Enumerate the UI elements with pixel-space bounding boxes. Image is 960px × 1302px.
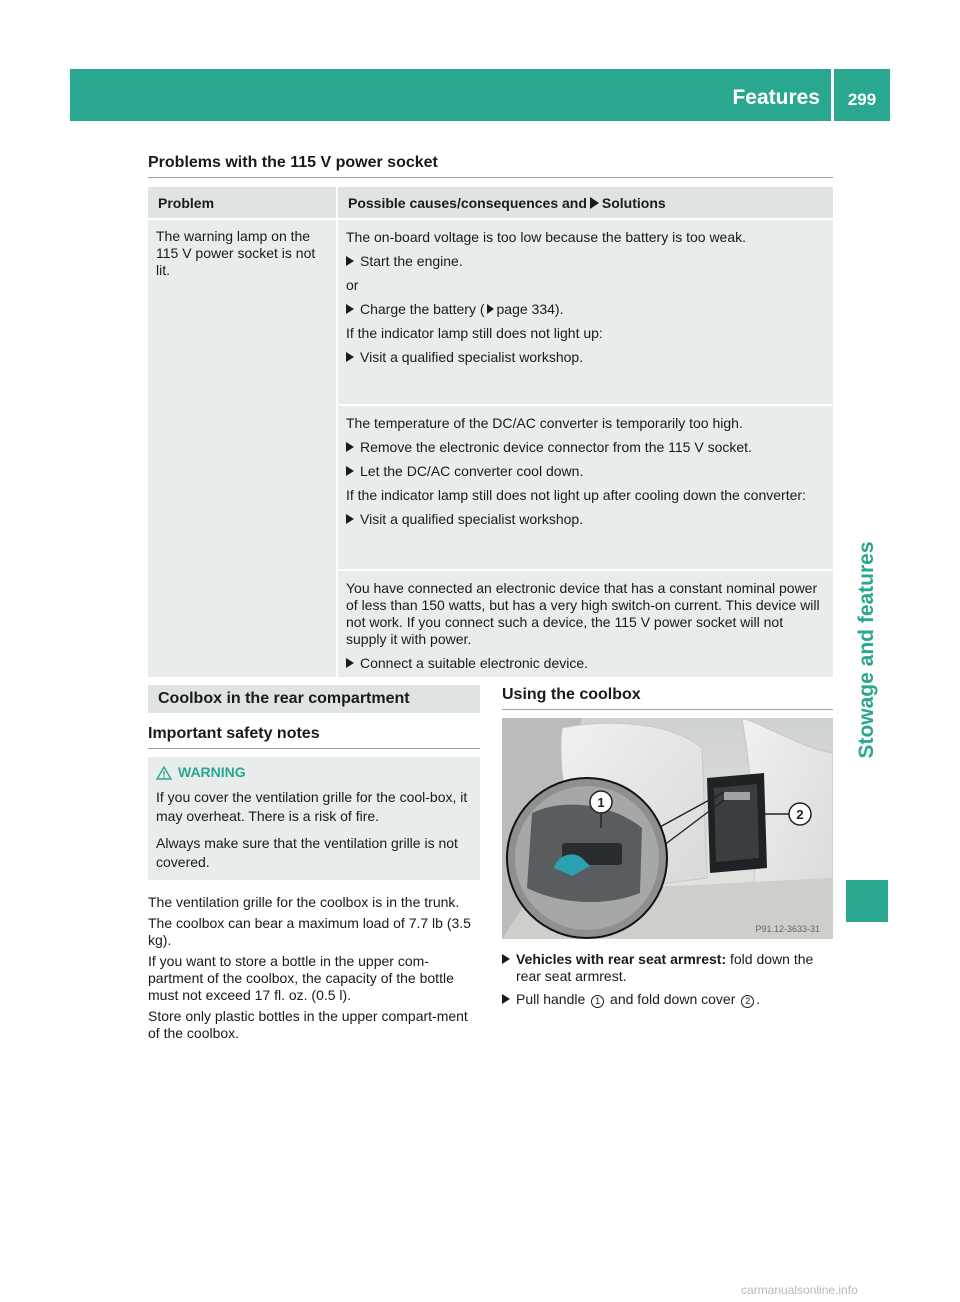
- action-arrow-icon: [346, 304, 354, 314]
- action-arrow-icon: [346, 256, 354, 266]
- paragraph: If you want to store a bottle in the upper com-partment of the coolbox, the capacity of the bottle must not exceed 17 fl. oz. (0.5 l).: [148, 953, 454, 1003]
- using-steps: [502, 951, 834, 1014]
- step: Connect a suitable electronic device.: [346, 655, 827, 672]
- action-arrow-icon: [346, 352, 354, 362]
- step: Start the engine.: [346, 253, 827, 270]
- action-arrow-icon: [502, 994, 510, 1004]
- header-solutions: Possible causes/consequences and Solutions: [338, 187, 833, 218]
- coolbox-illustration: [502, 718, 833, 939]
- cause-block-1: The on-board voltage is too low because the battery is too weak. Start the engine. or Charge the battery ( page 334). If the indicator lamp still does not light up: Visit a qualified specialist workshop.: [338, 220, 833, 404]
- using-title: Using the coolbox: [502, 686, 641, 703]
- header-bar: [70, 69, 890, 121]
- action-arrow-icon: [346, 658, 354, 668]
- warning-text: If you cover the ventilation grille for the cool-box, it may overheat. There is a risk of fire.: [156, 789, 468, 824]
- paragraph: The coolbox can bear a maximum load of 7.7 lb (3.5 kg).: [148, 915, 471, 948]
- warning-heading: WARNING: [156, 763, 472, 782]
- warning-triangle-icon: [156, 766, 172, 780]
- page-ref-icon: [487, 304, 494, 314]
- side-tab: [846, 430, 888, 870]
- problem-cell: The warning lamp on the 115 V power socket is not lit.: [148, 220, 336, 677]
- warning-text: Always make sure that the ventilation grille is not covered.: [156, 835, 458, 870]
- header-problem: Problem: [148, 187, 336, 218]
- coolbox-banner: Coolbox in the rear compartment: [148, 685, 480, 713]
- callout-2: 2: [796, 807, 804, 822]
- step: Pull handle 1 and fold down cover 2 .: [502, 991, 834, 1008]
- step: Let the DC/AC converter cool down.: [346, 463, 827, 480]
- cause-block-2: The temperature of the DC/AC converter is temporarily too high. Remove the electronic device connector from the 115 V socket. Let the DC/AC converter cool down. If the indicator lamp still does not light up after cooling down the converter: Visit a qualified specialist workshop.: [338, 406, 833, 569]
- table-header: [148, 187, 833, 218]
- coolbox-photo: [502, 718, 833, 939]
- step: Visit a qualified specialist workshop.: [346, 511, 827, 528]
- safety-title: Important safety notes: [148, 725, 320, 742]
- step: Vehicles with rear seat armrest: fold down the rear seat armrest.: [502, 951, 834, 985]
- cause-block-3: You have connected an electronic device that has a constant nominal power of less than 150 watts, but has a very high switch-on current. This device will not work. If you connect such a device, the 115 V power socket will not supply it with power. Connect a suitable electronic device.: [338, 571, 833, 677]
- step: Visit a qualified specialist workshop.: [346, 349, 827, 366]
- problems-title: Problems with the 115 V power socket: [148, 154, 438, 171]
- photo-code: P91.12-3633-31: [755, 924, 820, 934]
- action-arrow-icon: [346, 466, 354, 476]
- action-arrow-icon: [346, 442, 354, 452]
- page-number: 299: [847, 90, 877, 109]
- step: Charge the battery ( page 334).: [346, 301, 827, 318]
- step: Remove the electronic device connector from the 115 V socket.: [346, 439, 827, 456]
- side-tab-label: Stowage and features: [855, 541, 878, 759]
- coolbox-body: [148, 894, 480, 1046]
- table-row: [148, 220, 833, 677]
- callout-2-ref: 2: [741, 995, 754, 1008]
- side-tab-marker: [846, 880, 888, 922]
- causes-cell: [338, 220, 833, 677]
- paragraph: Store only plastic bottles in the upper compart-ment of the coolbox.: [148, 1008, 468, 1041]
- problems-table: [148, 187, 833, 677]
- callout-1-ref: 1: [591, 995, 604, 1008]
- action-arrow-icon: [346, 514, 354, 524]
- warning-box: [148, 757, 480, 880]
- action-arrow-icon: [502, 954, 510, 964]
- safety-rule: [148, 748, 480, 749]
- paragraph: The ventilation grille for the coolbox is in the trunk.: [148, 894, 460, 910]
- watermark: carmanualsonline.info: [741, 1283, 858, 1297]
- section-title: Features: [732, 86, 820, 109]
- title-rule: [148, 177, 833, 178]
- callout-1: 1: [597, 795, 605, 810]
- action-arrow-icon: [590, 197, 599, 209]
- using-rule: [502, 709, 833, 710]
